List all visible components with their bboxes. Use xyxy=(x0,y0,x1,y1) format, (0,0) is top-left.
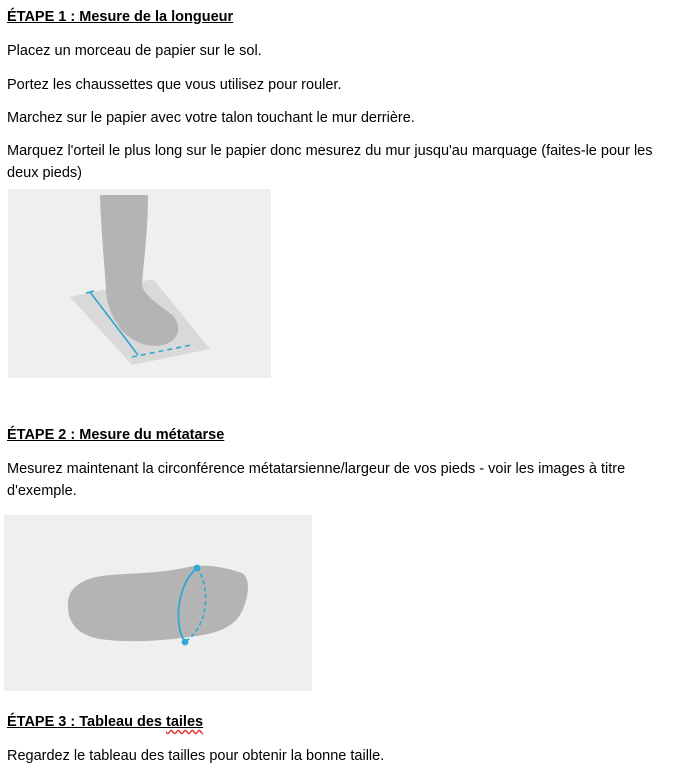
step2-text: Mesurez maintenant la circonférence métatarsienne/largeur de vos pieds - voir les images à titre d'exemple. xyxy=(7,461,626,499)
step3-text: Regardez le tableau des tailles pour obtenir la bonne taille. xyxy=(7,748,385,764)
bottom-measure-dot xyxy=(182,639,189,646)
foot-shape xyxy=(68,566,248,641)
step1-line-2: Portez les chaussettes que vous utilisez pour rouler. xyxy=(7,77,342,93)
step3-heading xyxy=(7,714,203,730)
top-measure-dot xyxy=(194,565,201,572)
step1-line-3: Marchez sur le papier avec votre talon touchant le mur derrière. xyxy=(7,110,415,126)
foot-on-paper-illustration xyxy=(8,189,271,378)
step1-line-4: Marquez l'orteil le plus long sur le papier donc mesurez du mur jusqu'au marquage (faites-le pour les deux pieds) xyxy=(7,143,653,181)
foot-circumference-icon xyxy=(4,515,312,691)
step1-heading: ÉTAPE 1 : Mesure de la longueur xyxy=(7,9,234,25)
metatarsal-illustration xyxy=(4,515,312,691)
step1-line-1: Placez un morceau de papier sur le sol. xyxy=(7,43,262,59)
step3-heading-misspelled-word: tailes xyxy=(166,714,204,730)
foot-length-icon xyxy=(8,189,271,378)
step2-heading: ÉTAPE 2 : Mesure du métatarse xyxy=(7,427,225,443)
step3-heading-prefix: ÉTAPE 3 : Tableau des xyxy=(7,714,167,730)
